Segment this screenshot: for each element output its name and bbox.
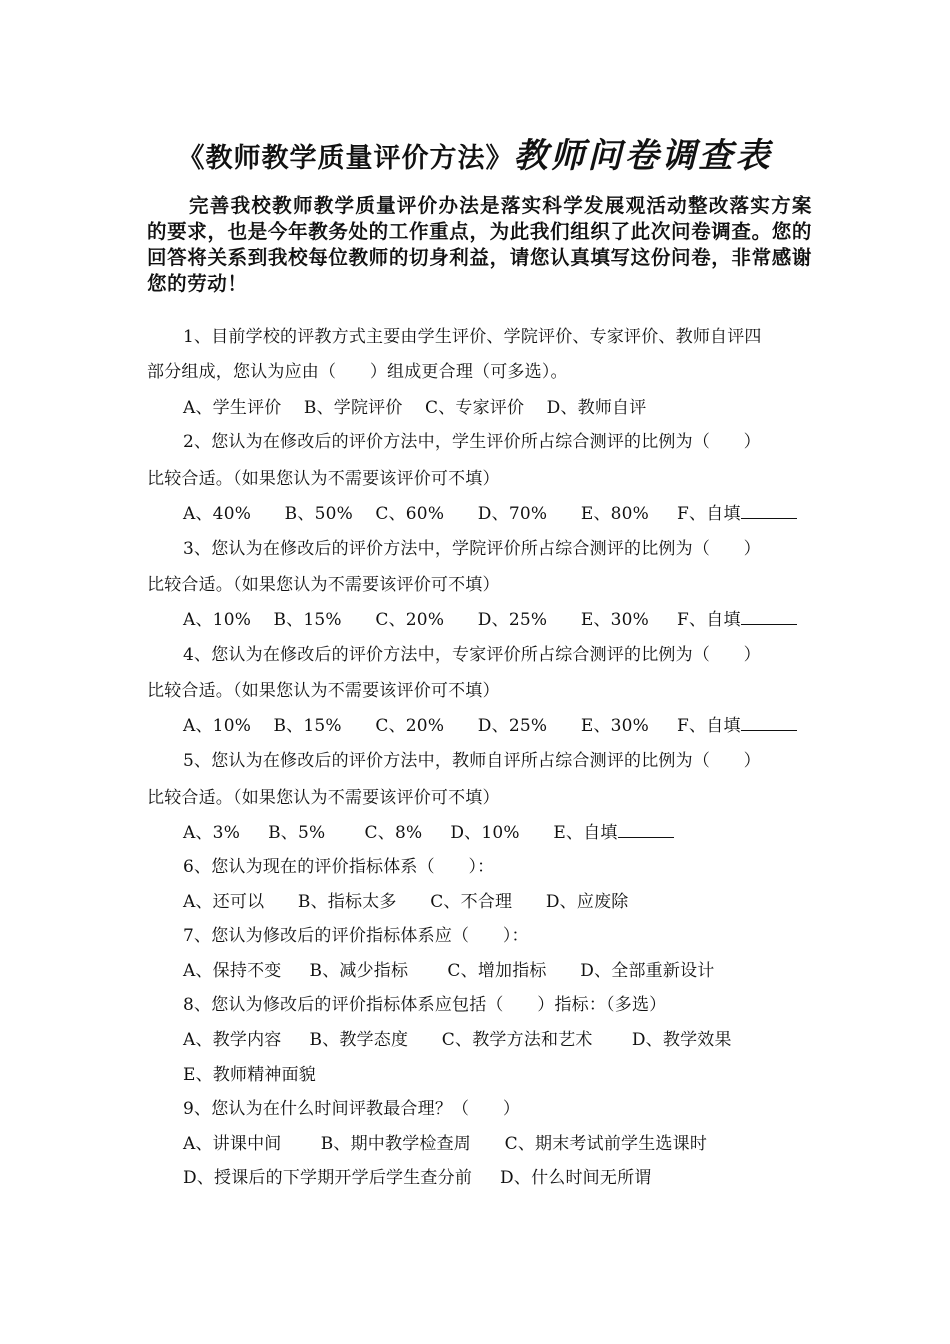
q2-options-text: A、40% B、50% C、60% D、70% E、80% F、自填 — [183, 504, 741, 524]
q3-fill-blank[interactable] — [741, 610, 797, 625]
q5-fill-blank[interactable] — [618, 823, 674, 838]
q3-line2: 比较合适。（如果您认为不需要该评价可不填） — [147, 575, 500, 595]
q1-line1: 1、目前学校的评教方式主要由学生评价、学院评价、专家评价、教师自评四 — [183, 327, 762, 347]
q6-line1: 6、您认为现在的评价指标体系（ ）： — [183, 857, 495, 877]
q8-line1: 8、您认为修改后的评价指标体系应包括（ ）指标：（多选） — [183, 995, 667, 1015]
q7-line1: 7、您认为修改后的评价指标体系应（ ）： — [183, 926, 529, 946]
q4-line1: 4、您认为在修改后的评价方法中，专家评价所占综合测评的比例为（ ） — [183, 645, 761, 665]
title-part-2: 教师问卷调查表 — [513, 136, 773, 176]
q2-line2: 比较合适。（如果您认为不需要该评价可不填） — [147, 469, 500, 489]
q5-options-text: A、3% B、5% C、8% D、10% E、自填 — [183, 823, 618, 843]
q5-line2: 比较合适。（如果您认为不需要该评价可不填） — [147, 788, 500, 808]
q1-line2: 部分组成，您认为应由（ ）组成更合理（可多选）。 — [147, 362, 568, 382]
q3-options-text: A、10% B、15% C、20% D、25% E、30% F、自填 — [183, 610, 741, 630]
q2-options — [183, 499, 797, 524]
q5-line1: 5、您认为在修改后的评价方法中，教师自评所占综合测评的比例为（ ） — [183, 751, 761, 771]
q9-options-2: D、授课后的下学期开学后学生查分前 D、什么时间无所谓 — [183, 1168, 652, 1188]
q4-fill-blank[interactable] — [741, 716, 797, 731]
q4-options — [183, 711, 797, 736]
intro-paragraph: 完善我校教师教学质量评价办法是落实科学发展观活动整改落实方案的要求，也是今年教务处的工作重点，为此我们组织了此次问卷调查。您的回答将关系到我校每位教师的切身利益，请您认真填写这份问卷，非常感谢您的劳动！ — [147, 194, 812, 295]
q8-options: A、教学内容 B、教学态度 C、教学方法和艺术 D、教学效果 — [183, 1030, 732, 1050]
q6-options: A、还可以 B、指标太多 C、不合理 D、应废除 — [183, 892, 629, 912]
q7-options: A、保持不变 B、减少指标 C、增加指标 D、全部重新设计 — [183, 961, 715, 981]
q9-line1: 9、您认为在什么时间评教最合理？（ ） — [183, 1099, 521, 1119]
q1-options: A、学生评价 B、学院评价 C、专家评价 D、教师自评 — [183, 398, 647, 418]
q2-fill-blank[interactable] — [741, 504, 797, 519]
q4-options-text: A、10% B、15% C、20% D、25% E、30% F、自填 — [183, 716, 741, 736]
title-part-1: 《教师教学质量评价方法》 — [177, 143, 514, 174]
q4-line2: 比较合适。（如果您认为不需要该评价可不填） — [147, 681, 500, 701]
q3-line1: 3、您认为在修改后的评价方法中，学院评价所占综合测评的比例为（ ） — [183, 539, 761, 559]
document-title — [0, 128, 950, 177]
q2-line1: 2、您认为在修改后的评价方法中，学生评价所占综合测评的比例为（ ） — [183, 432, 761, 452]
q8-options-2: E、教师精神面貌 — [183, 1065, 317, 1085]
q9-options: A、讲课中间 B、期中教学检查周 C、期末考试前学生选课时 — [183, 1134, 708, 1154]
q3-options — [183, 605, 797, 630]
q5-options — [183, 818, 674, 843]
